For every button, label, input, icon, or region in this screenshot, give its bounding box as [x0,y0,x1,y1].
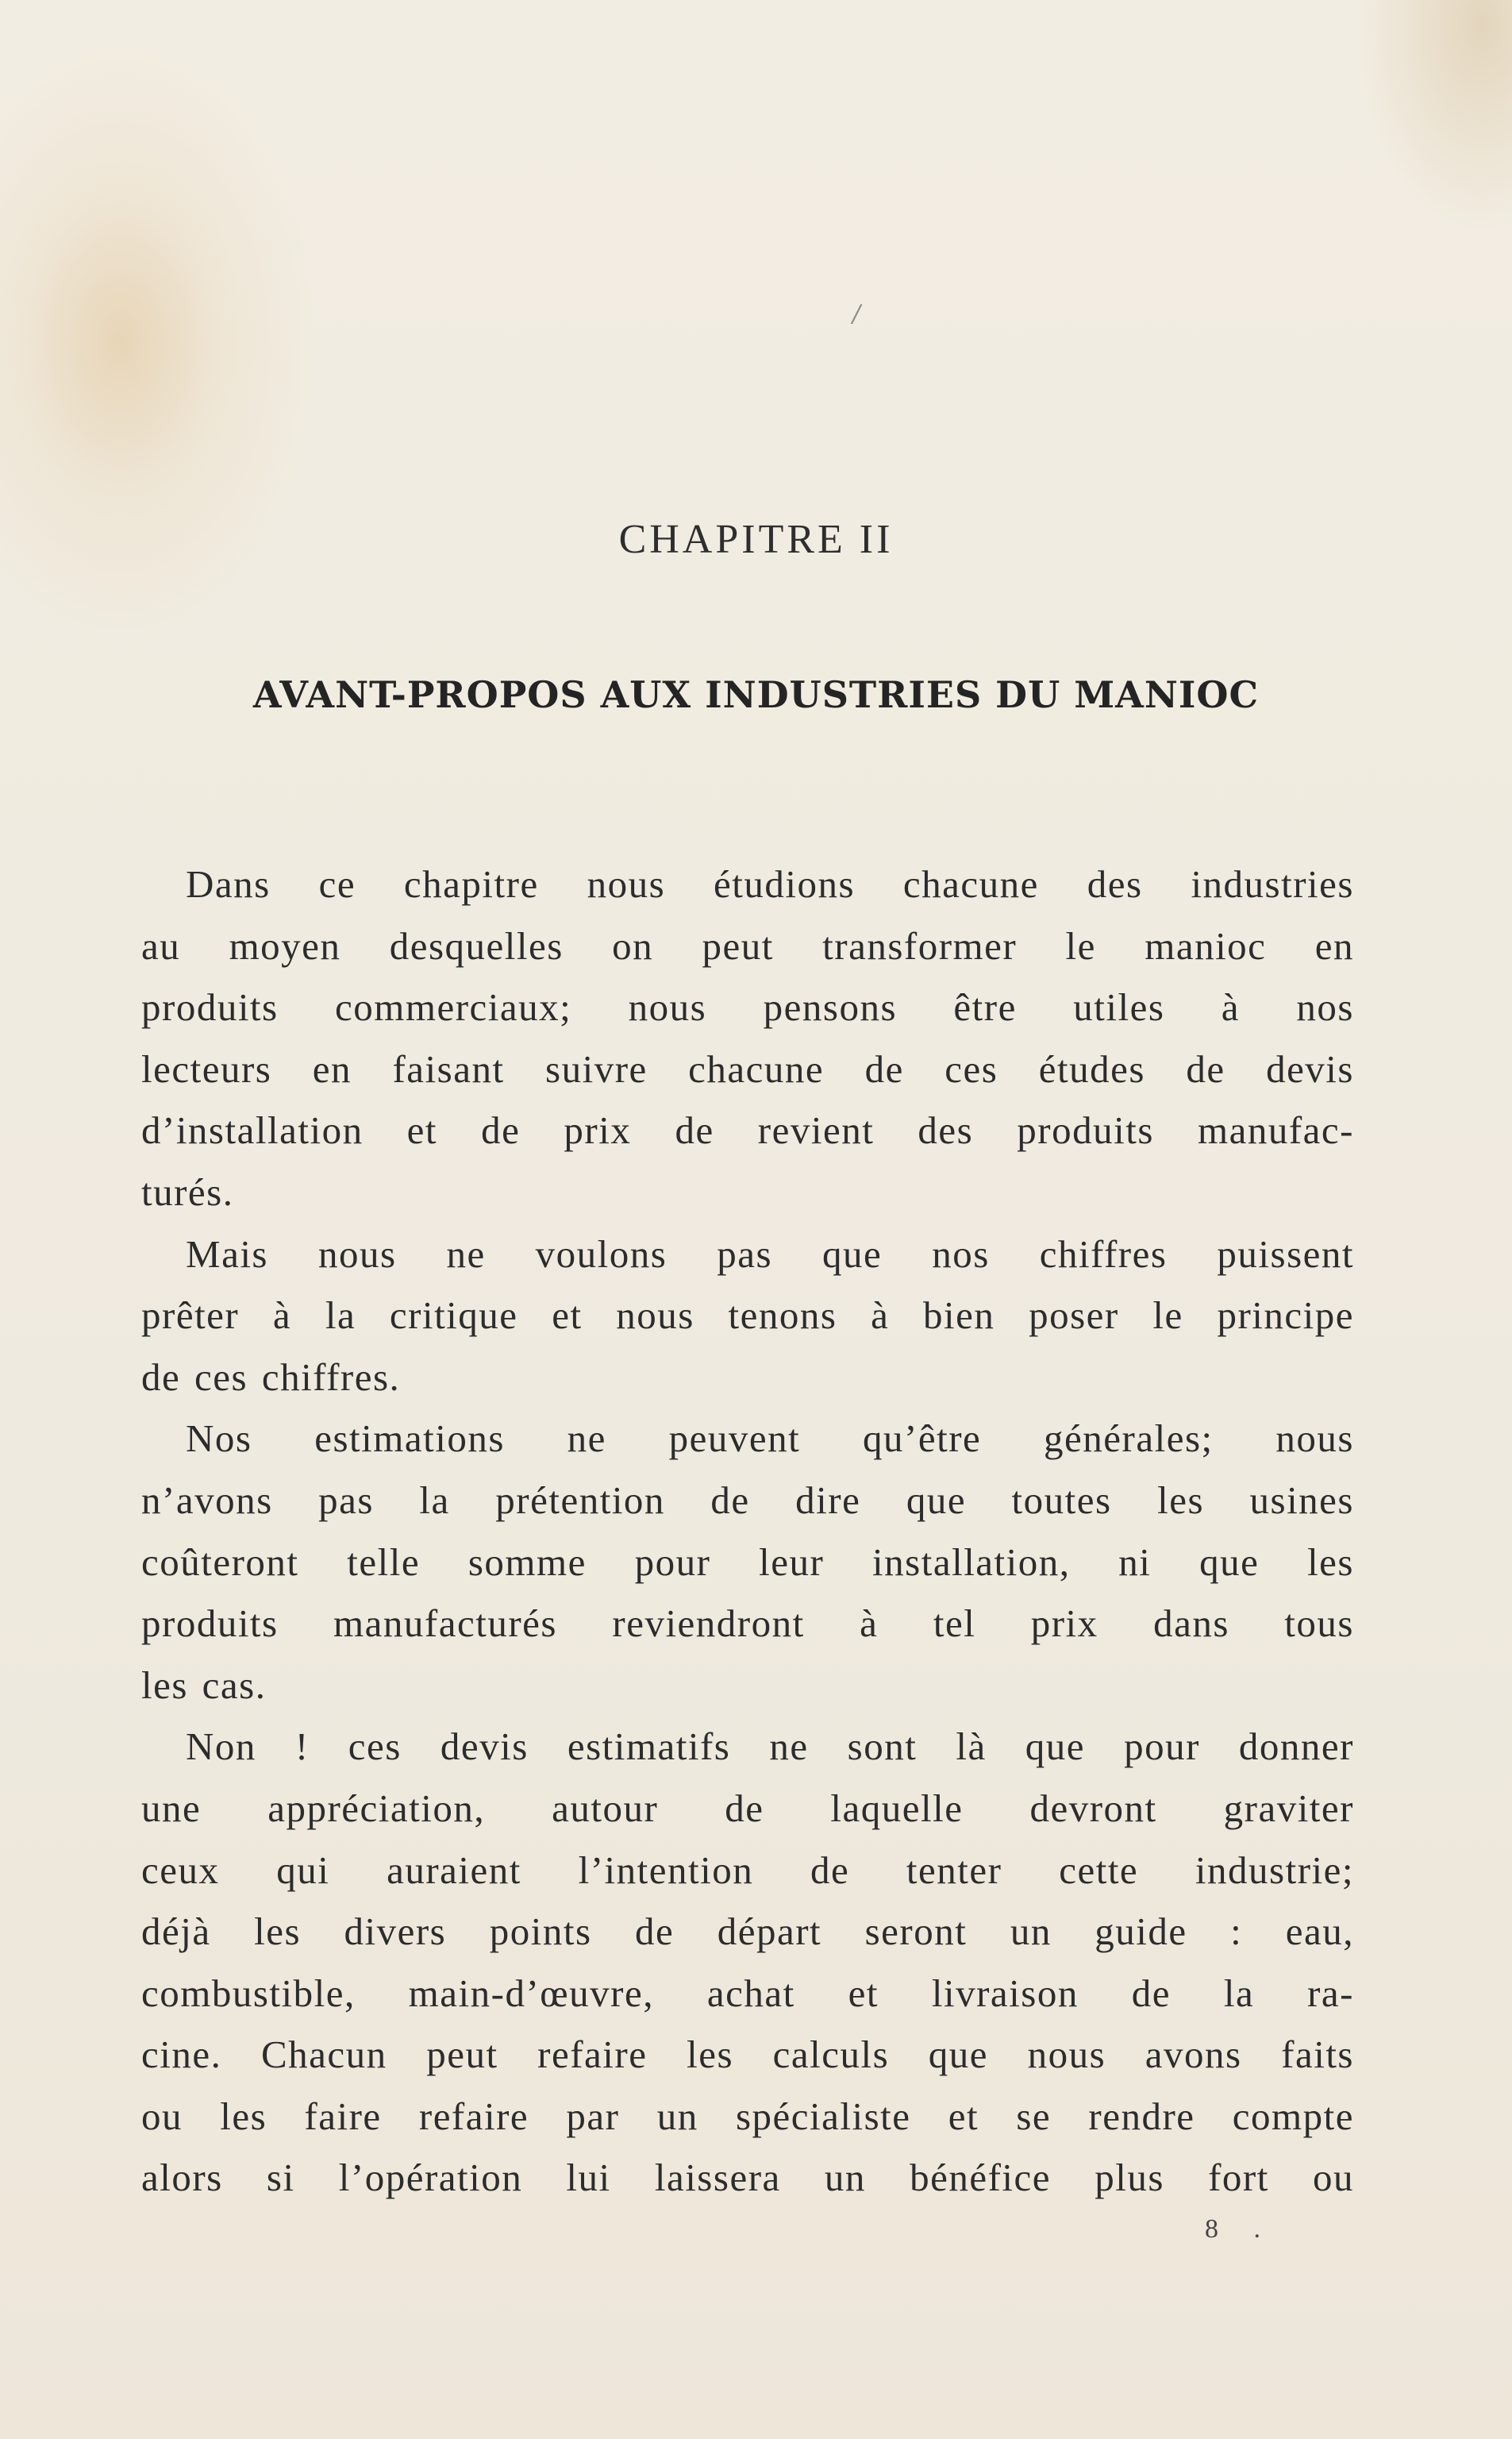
text-line: produits manufacturés reviendront à tel prix dans tous [141,1601,1354,1646]
text-line: Nos estimations ne peuvent qu’être générales; nous [186,1416,1354,1461]
text-line: les cas. [141,1663,267,1707]
text-line: une appréciation, autour de laquelle devront graviter [141,1786,1354,1830]
chapter-number: CHAPITRE II [618,517,894,562]
text-line: Non ! ces devis estimatifs ne sont là que pour donner [186,1724,1354,1769]
body-text [141,853,1354,2209]
text-line: au moyen desquelles on peut transformer le manioc en [141,923,1354,968]
chapter-title: AVANT-PROPOS AUX INDUSTRIES DU MANIOC [252,673,1260,716]
text-line: combustible, main-d’œuvre, achat et livraison de la ra- [141,1971,1354,2015]
text-line: alors si l’opération lui laissera un bénéfice plus fort ou [141,2156,1354,2200]
text-line: produits commerciaux; nous pensons être utiles à nos [141,985,1354,1030]
paragraph-2 [141,1223,1354,1408]
text-line: déjà les divers points de départ seront un guide : eau, [141,1909,1354,1954]
text-line: ou les faire refaire par un spécialiste et se rendre compte [141,2094,1354,2138]
text-line: Dans ce chapitre nous étudions chacune des industries [186,862,1354,906]
text-line: de ces chiffres. [141,1354,401,1399]
pencil-mark: / [852,300,861,328]
text-line: cine. Chacun peut refaire les calculs que nous avons faits [141,2032,1354,2077]
paragraph-3 [141,1408,1354,1716]
paragraph-4 [141,1716,1354,2209]
text-line: d’installation et de prix de revient des produits manufac- [141,1108,1354,1153]
text-line: coûteront telle somme pour leur installation, ni que les [141,1539,1354,1584]
printer-signature-mark: 8 . [1205,2214,1275,2244]
text-line: n’avons pas la prétention de dire que toutes les usines [141,1478,1354,1522]
paragraph-1 [141,853,1354,1223]
text-line: Mais nous ne voulons pas que nos chiffres puissent [186,1231,1354,1276]
text-line: turés. [141,1169,234,1214]
text-line: prêter à la critique et nous tenons à bien poser le principe [141,1293,1354,1338]
text-line: ceux qui auraient l’intention de tenter cette industrie; [141,1848,1354,1892]
text-line: lecteurs en faisant suivre chacune de ces études de devis [141,1046,1354,1091]
